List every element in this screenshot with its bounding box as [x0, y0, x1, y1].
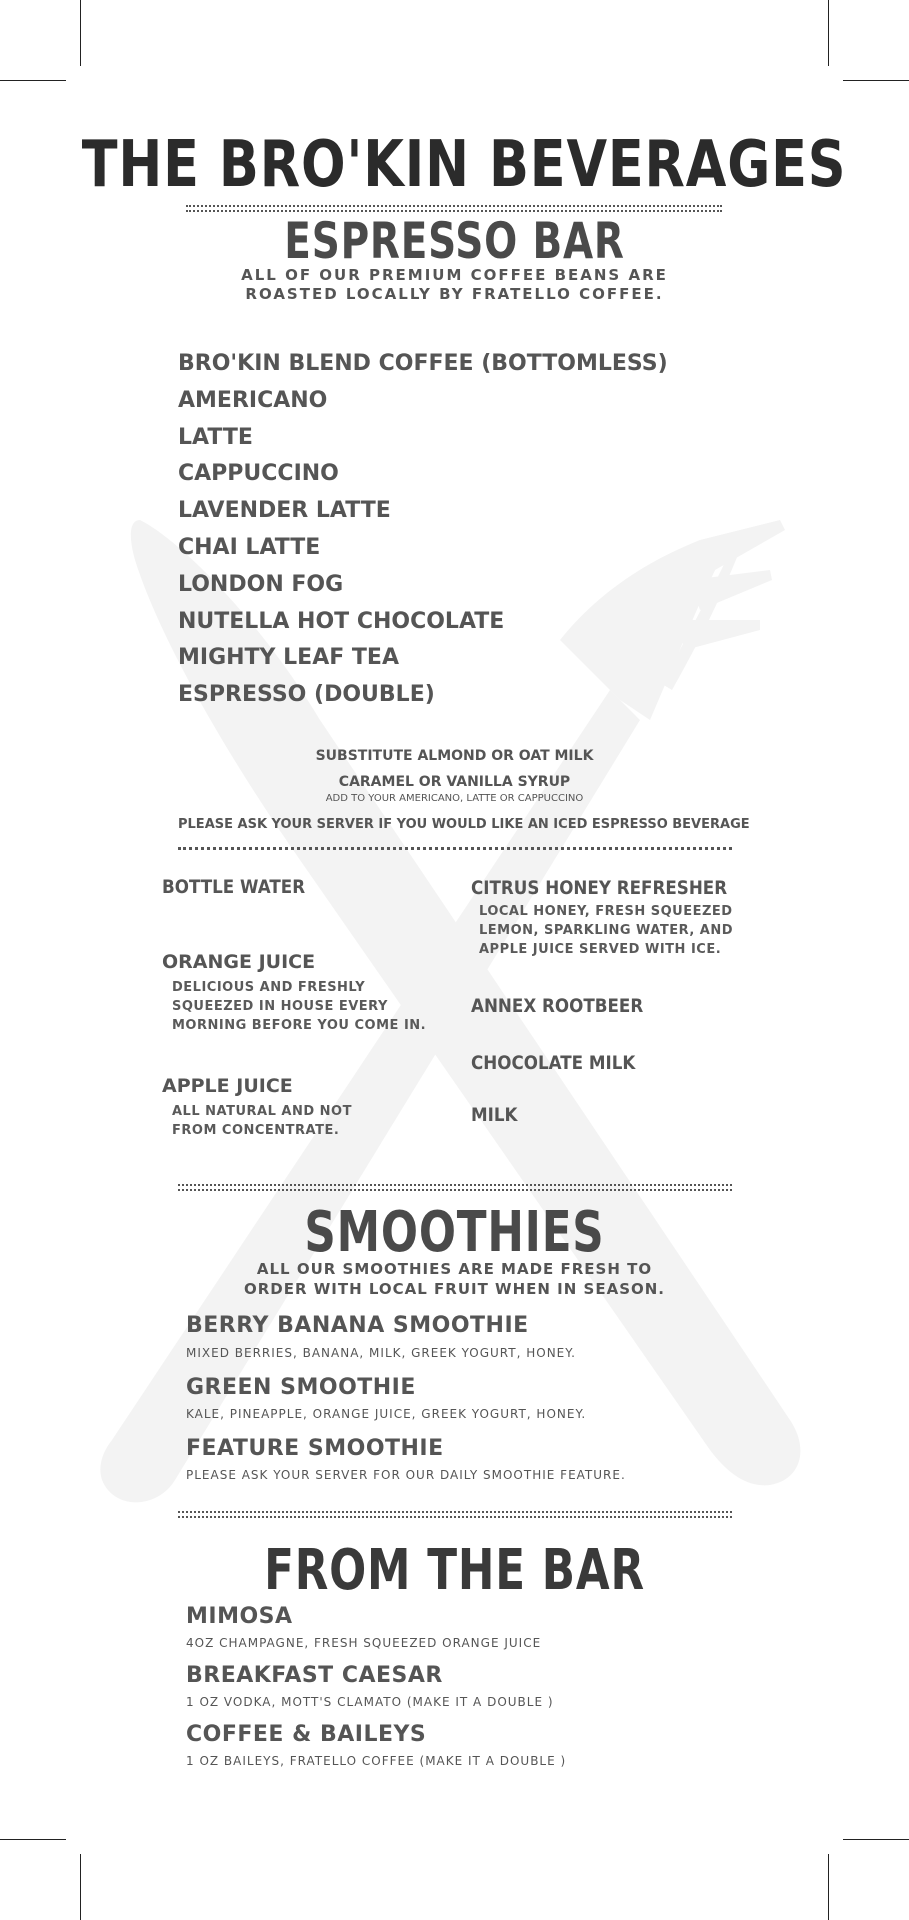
smoothies-subtitle: ORDER WITH LOCAL FRUIT WHEN IN SEASON. — [243, 1280, 666, 1298]
espresso-bar-heading: ESPRESSO BAR — [284, 212, 625, 270]
citrus-refresher-desc: LOCAL HONEY, FRESH SQUEEZED LEMON, SPARKLING WATER, AND APPLE JUICE SERVED WITH ICE. — [479, 904, 734, 957]
title-divider — [186, 205, 722, 207]
smoothie-item-title: FEATURE SMOOTHIE — [186, 1436, 444, 1461]
smoothie-item-desc: MIXED BERRIES, BANANA, MILK, GREEK YOGURT, HONEY. — [186, 1346, 576, 1360]
list-item: LAVENDER LATTE — [178, 498, 391, 524]
syrup-subnote: ADD TO YOUR AMERICANO, LATTE OR CAPPUCCINO — [325, 793, 584, 804]
apple-juice-title: APPLE JUICE — [162, 1075, 293, 1097]
list-item: LATTE — [178, 424, 253, 450]
bar-item-title: BREAKFAST CAESAR — [186, 1663, 443, 1688]
espresso-item-list — [178, 346, 668, 714]
list-item: CHAI LATTE — [178, 534, 321, 560]
list-item: LONDON FOG — [178, 571, 344, 597]
smoothie-item-title: BERRY BANANA SMOOTHIE — [186, 1313, 529, 1338]
list-item: NUTELLA HOT CHOCOLATE — [178, 608, 505, 634]
list-item: MIGHTY LEAF TEA — [178, 645, 399, 671]
syrup-note: CARAMEL OR VANILLA SYRUP — [338, 774, 571, 790]
substitute-note: SUBSTITUTE ALMOND OR OAT MILK — [315, 748, 594, 764]
espresso-subtitle: ALL OF OUR PREMIUM COFFEE BEANS ARE — [241, 266, 668, 284]
section-divider — [178, 847, 732, 850]
orange-juice-desc: DELICIOUS AND FRESHLY SQUEEZED IN HOUSE EVERY MORNING BEFORE YOU COME IN. — [172, 980, 427, 1033]
iced-note: PLEASE ASK YOUR SERVER IF YOU WOULD LIKE AN ICED ESPRESSO BEVERAGE — [178, 817, 750, 832]
list-item: CAPPUCCINO — [178, 461, 339, 487]
bar-item-title: MIMOSA — [186, 1604, 293, 1629]
menu-title: THE BRO'KIN BEVERAGES — [81, 128, 847, 202]
from-the-bar-heading: FROM THE BAR — [264, 1538, 645, 1603]
section-divider — [178, 1184, 732, 1191]
smoothie-item-title: GREEN SMOOTHIE — [186, 1375, 416, 1400]
bar-item-desc: 4OZ CHAMPAGNE, FRESH SQUEEZED ORANGE JUICE — [186, 1636, 542, 1650]
citrus-refresher-title: CITRUS HONEY REFRESHER — [471, 877, 728, 899]
list-item: AMERICANO — [178, 387, 328, 413]
smoothie-item-desc: KALE, PINEAPPLE, ORANGE JUICE, GREEK YOGURT, HONEY. — [186, 1407, 587, 1421]
smoothies-heading: SMOOTHIES — [304, 1200, 605, 1265]
rootbeer-title: ANNEX ROOTBEER — [471, 995, 644, 1017]
smoothie-item-desc: PLEASE ASK YOUR SERVER FOR OUR DAILY SMOOTHIE FEATURE. — [186, 1468, 626, 1482]
milk-title: MILK — [471, 1104, 518, 1126]
bar-item-title: COFFEE & BAILEYS — [186, 1722, 427, 1747]
bottle-water-title: BOTTLE WATER — [162, 876, 306, 898]
chocolate-milk-title: CHOCOLATE MILK — [471, 1052, 636, 1074]
smoothies-subtitle: ALL OUR SMOOTHIES ARE MADE FRESH TO — [256, 1260, 653, 1278]
apple-juice-desc: ALL NATURAL AND NOT FROM CONCENTRATE. — [172, 1104, 352, 1138]
list-item: ESPRESSO (DOUBLE) — [178, 682, 435, 708]
bar-item-desc: 1 OZ BAILEYS, FRATELLO COFFEE (MAKE IT A DOUBLE ) — [186, 1754, 567, 1768]
espresso-subtitle: ROASTED LOCALLY BY FRATELLO COFFEE. — [245, 285, 664, 303]
list-item: BRO'KIN BLEND COFFEE (BOTTOMLESS) — [178, 351, 668, 376]
orange-juice-title: ORANGE JUICE — [162, 951, 316, 973]
bar-item-desc: 1 OZ VODKA, MOTT'S CLAMATO (MAKE IT A DOUBLE ) — [186, 1695, 554, 1709]
section-divider — [178, 1511, 732, 1518]
